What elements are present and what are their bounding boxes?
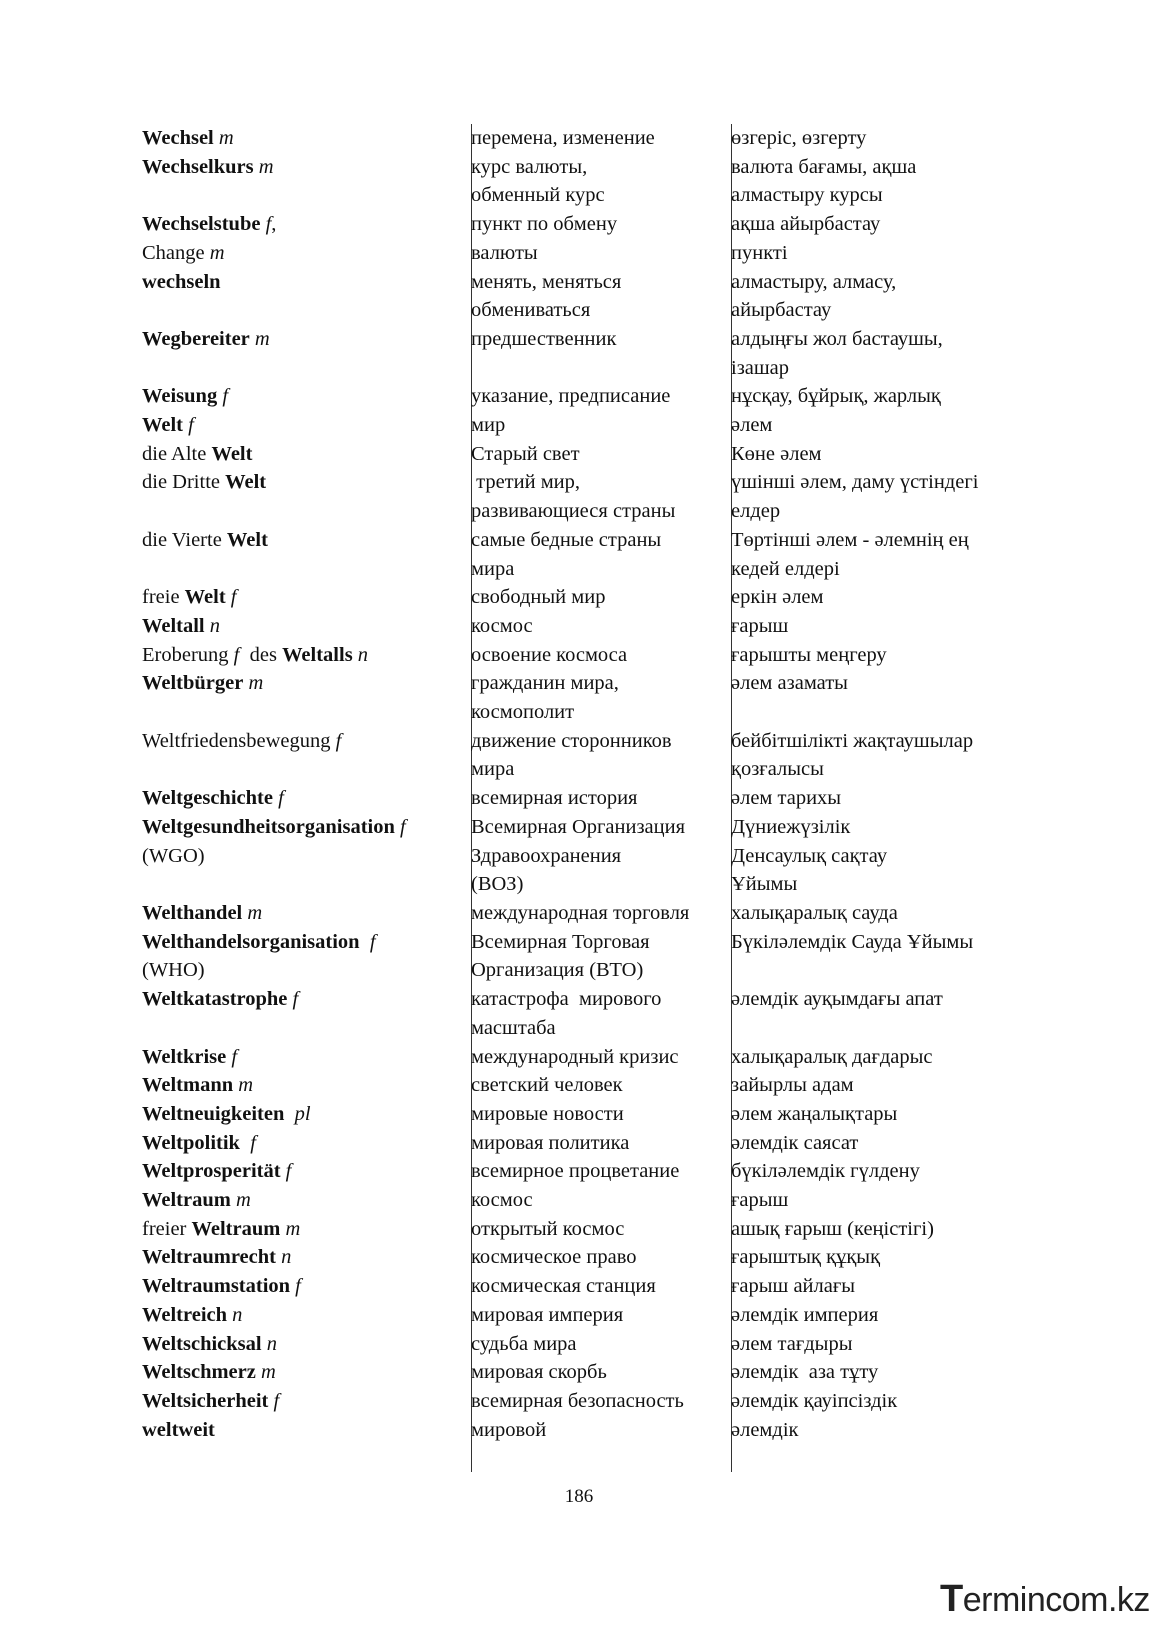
kazakh-translation: ғарыш айлағы (731, 1275, 856, 1298)
russian-translation: всемирное процветание (471, 1160, 680, 1183)
russian-translation: освоение космоса (471, 643, 628, 666)
dictionary-entry (142, 669, 1042, 726)
kazakh-translation: валюта бағамы, ақша алмастыру курсы (731, 155, 917, 207)
german-term: weltweit (142, 1418, 215, 1441)
german-term: Weltpolitik f (142, 1131, 256, 1154)
kazakh-translation: ғарыштық құқық (731, 1246, 881, 1269)
dictionary-entry (142, 210, 1042, 267)
russian-translation: открытый космос (471, 1217, 625, 1240)
dictionary-entry (142, 641, 1042, 670)
russian-translation: космическое право (471, 1246, 637, 1269)
german-term: freie Welt f (142, 586, 237, 609)
russian-translation: космос (471, 1189, 533, 1212)
russian-translation: курс валюты, обменный курс (471, 155, 605, 207)
russian-translation: гражданин мира, космополит (471, 672, 619, 724)
dictionary-entry (142, 1157, 1042, 1186)
german-term: Weltneuigkeiten pl (142, 1102, 311, 1125)
kazakh-translation: бейбітшілікті жақтаушылар қозғалысы (731, 729, 974, 781)
german-term: Weltgesundheitsorganisation f (WGO) (142, 815, 406, 867)
german-term: Weltreich n (142, 1303, 243, 1326)
russian-translation: космос (471, 614, 533, 637)
german-term: Weltsicherheit f (142, 1389, 280, 1412)
russian-translation: мировая империя (471, 1303, 624, 1326)
german-term: Weltkatastrophe f (142, 988, 299, 1011)
russian-translation: менять, меняться обмениваться (471, 270, 622, 322)
kazakh-translation: еркін әлем (731, 586, 824, 609)
kazakh-translation: әлемдік аза тұту (731, 1361, 879, 1384)
german-term: Weltschmerz m (142, 1361, 276, 1384)
kazakh-translation: ғарыш (731, 614, 789, 637)
dictionary-entry (142, 1387, 1042, 1416)
kazakh-translation: әлем жаңалықтары (731, 1102, 898, 1125)
german-term: Welthandel m (142, 901, 263, 924)
russian-translation: мировые новости (471, 1102, 624, 1125)
german-term: Weltfriedensbewegung f (142, 729, 342, 752)
dictionary-entry (142, 1301, 1042, 1330)
kazakh-translation: әлем азаматы (731, 672, 848, 695)
dictionary-entry (142, 526, 1042, 583)
page-number: 186 (564, 1486, 594, 1507)
german-term: Weltall n (142, 614, 221, 637)
russian-translation: всемирная безопасность (471, 1389, 684, 1412)
dictionary-entry (142, 1071, 1042, 1100)
russian-translation: Всемирная Организация Здравоохранения (ВОЗ) (471, 815, 686, 896)
dictionary-entry (142, 1186, 1042, 1215)
kazakh-translation: өзгеріс, өзгерту (731, 127, 867, 149)
kazakh-translation: Төртінші әлем - әлемнің ең кедей елдері (731, 528, 969, 580)
kazakh-translation: халықаралық дағдарыс (731, 1045, 933, 1068)
russian-translation: космическая станция (471, 1275, 656, 1298)
german-term: Weltmann m (142, 1074, 254, 1097)
german-term: freier Weltraum m (142, 1217, 301, 1240)
dictionary-table (142, 124, 1042, 1444)
kazakh-translation: Бүкіләлемдік Сауда Ұйымы (731, 930, 974, 953)
kazakh-translation: әлемдік ауқымдағы апат (731, 988, 943, 1011)
russian-translation: третий мир, развивающиеся страны (471, 471, 676, 523)
dictionary-entry (142, 440, 1042, 469)
german-term: Welt f (142, 414, 194, 437)
russian-translation: мировая политика (471, 1131, 630, 1154)
german-term: Wechsel m (142, 127, 234, 149)
kazakh-translation: әлемдік (731, 1418, 799, 1441)
german-term: wechseln (142, 270, 221, 293)
german-term: die Dritte Welt (142, 471, 267, 494)
kazakh-translation: ғарыш (731, 1189, 789, 1212)
dictionary-entry (142, 411, 1042, 440)
german-term: Wegbereiter m (142, 327, 270, 350)
kazakh-translation: ғарышты меңгеру (731, 643, 887, 666)
dictionary-entry (142, 784, 1042, 813)
russian-translation: мировая скорбь (471, 1361, 607, 1384)
dictionary-entry (142, 813, 1042, 899)
kazakh-translation: ақша айырбастау пункті (731, 213, 881, 264)
kazakh-translation: әлемдік саясат (731, 1131, 859, 1154)
kazakh-translation: бүкіләлемдік гүлдену (731, 1160, 920, 1183)
dictionary-entry (142, 1243, 1042, 1272)
dictionary-entry (142, 612, 1042, 641)
russian-translation: указание, предписание (471, 385, 671, 408)
german-term: Weltraumrecht n (142, 1246, 292, 1269)
dictionary-entry (142, 928, 1042, 985)
kazakh-translation: нұсқау, бұйрық, жарлық (731, 385, 941, 408)
russian-translation: международный кризис (471, 1045, 679, 1068)
russian-translation: судьба мира (471, 1332, 577, 1355)
dictionary-entry (142, 985, 1042, 1042)
kazakh-translation: Көне әлем (731, 442, 822, 465)
kazakh-translation: Дүниежүзілік Денсаулық сақтау Ұйымы (731, 815, 888, 896)
dictionary-entry (142, 124, 1042, 153)
kazakh-translation: әлемдік империя (731, 1303, 879, 1326)
termincom-logo: Termincom.kz (940, 1578, 1150, 1620)
german-term: Eroberung f des Weltalls n (142, 643, 369, 666)
dictionary-entry (142, 899, 1042, 928)
dictionary-entry (142, 382, 1042, 411)
russian-translation: предшественник (471, 327, 617, 350)
dictionary-entry (142, 468, 1042, 525)
german-term: Weltprosperität f (142, 1160, 292, 1183)
kazakh-translation: халықаралық сауда (731, 901, 898, 924)
dictionary-entry (142, 1272, 1042, 1301)
dictionary-entry (142, 153, 1042, 210)
kazakh-translation: алдыңғы жол бастаушы, ізашар (731, 327, 943, 379)
german-term: Weltbürger m (142, 672, 264, 695)
dictionary-entry (142, 583, 1042, 612)
russian-translation: свободный мир (471, 586, 606, 609)
german-term: die Alte Welt (142, 442, 253, 465)
dictionary-entry (142, 1043, 1042, 1072)
dictionary-entry (142, 1330, 1042, 1359)
kazakh-translation: әлемдік қауіпсіздік (731, 1389, 898, 1412)
kazakh-translation: әлем (731, 414, 773, 437)
german-term: Weltgeschichte f (142, 787, 284, 810)
russian-translation: катастрофа мирового масштаба (471, 988, 662, 1039)
german-term: die Vierte Welt (142, 528, 268, 551)
dictionary-entry (142, 268, 1042, 325)
kazakh-translation: ашық ғарыш (кеңістігі) (731, 1217, 934, 1240)
kazakh-translation: зайырлы адам (731, 1074, 854, 1097)
russian-translation: всемирная история (471, 787, 638, 810)
dictionary-entry (142, 1416, 1042, 1445)
german-term: Weltraum m (142, 1189, 251, 1212)
dictionary-entry (142, 1215, 1042, 1244)
dictionary-entry (142, 1358, 1042, 1387)
russian-translation: самые бедные страны мира (471, 528, 662, 580)
dictionary-entry (142, 1100, 1042, 1129)
kazakh-translation: үшінші әлем, даму үстіндегі елдер (731, 471, 979, 523)
german-term: Weltkrise f (142, 1045, 238, 1068)
russian-translation: перемена, изменение (471, 127, 655, 149)
russian-translation: пункт по обмену валюты (471, 213, 618, 264)
dictionary-entry (142, 727, 1042, 784)
russian-translation: движение сторонников мира (471, 729, 672, 781)
kazakh-translation: әлем тағдыры (731, 1332, 853, 1355)
russian-translation: мир (471, 414, 506, 437)
german-term: Weltschicksal n (142, 1332, 277, 1355)
kazakh-translation: алмастыру, алмасу, айырбастау (731, 270, 897, 322)
russian-translation: международная торговля (471, 901, 690, 924)
german-term: Weltraumstation f (142, 1275, 301, 1298)
german-term: Wechselstube f, Change m (142, 213, 277, 264)
german-term: Welthandelsorganisation f (WHO) (142, 930, 376, 982)
dictionary-entry (142, 1129, 1042, 1158)
russian-translation: Всемирная Торговая Организация (ВТО) (471, 930, 650, 982)
russian-translation: мировой (471, 1418, 547, 1441)
german-term: Wechselkurs m (142, 155, 274, 178)
dictionary-entry (142, 325, 1042, 382)
german-term: Weisung f (142, 385, 229, 408)
russian-translation: Старый свет (471, 442, 580, 465)
kazakh-translation: әлем тарихы (731, 787, 842, 810)
russian-translation: светский человек (471, 1074, 623, 1097)
